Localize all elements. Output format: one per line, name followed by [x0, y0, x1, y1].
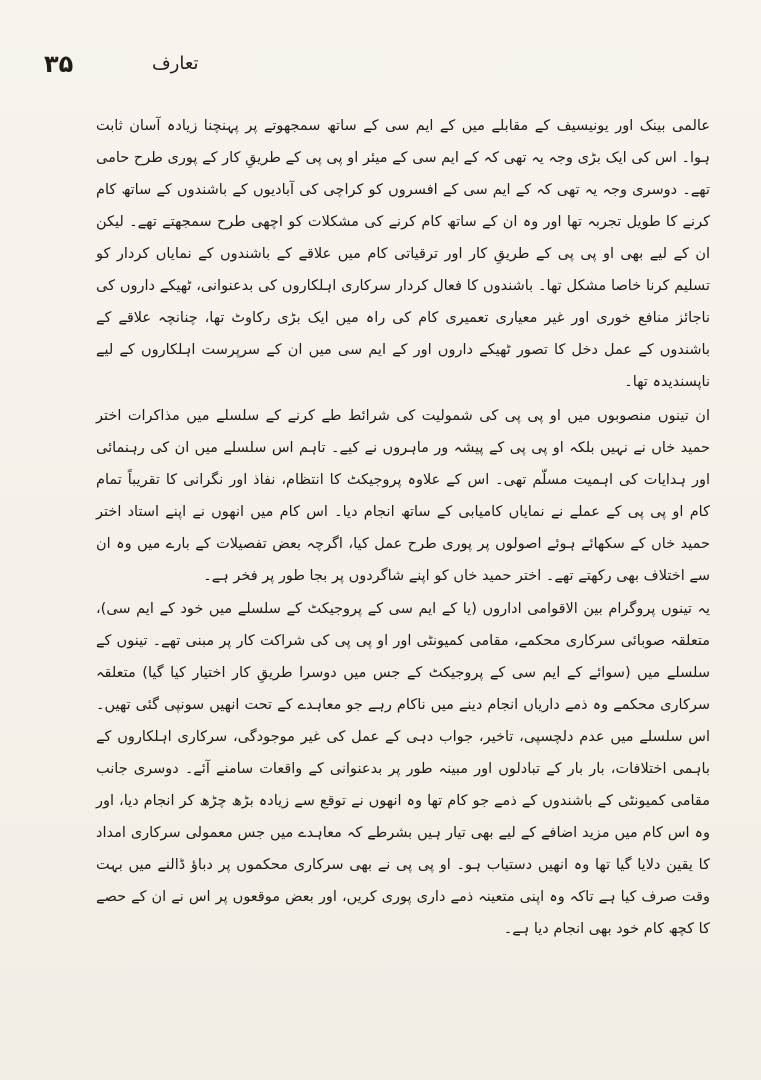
paragraph-2: ان تینوں منصوبوں میں او پی پی کی شمولیت کی شرائط طے کرنے کے سلسلے میں مذاکرات اختر حمید خاں نے نہیں بلکہ او پی پی کے پیشہ ور ماہروں نے کیے۔ تاہم اس سلسلے میں ان کی رہنمائی اور ہدایات کی اہمیت مسلّم تھی۔ اس کے علاوہ پروجیکٹ کا انتظام، نفاذ اور نگرانی کا تقریباً تمام کام او پی پی کے عملے نے نمایاں کامیابی کے ساتھ انجام دیا۔ اس کام میں انھوں نے اپنے استاد اختر حمید خاں کے سکھائے ہوئے اصولوں پر پوری طرح عمل کیا، اگرچہ بعض تفصیلات کے بارے میں وہ ان سے اختلاف بھی رکھتے تھے۔ اختر حمید خاں کو اپنے شاگردوں پر بجا طور پر فخر ہے۔	[96, 408, 710, 584]
main-text	[96, 110, 710, 946]
chapter-title: تعارف	[152, 53, 199, 74]
page-number: ۳۵	[44, 50, 74, 78]
paragraph-3: یہ تینوں پروگرام بین الاقوامی اداروں (یا کے ایم سی کے پروجیکٹ کے سلسلے میں خود کے ایم سی)، متعلقہ صوبائی سرکاری محکمے، مقامی کمیونٹی اور او پی پی کی شراکت کار پر مبنی تھے۔ تینوں کے سلسلے میں (سوائے کے ایم سی کے پروجیکٹ کے جس میں دوسرا طریقِ کار اختیار کیا گیا) متعلقہ سرکاری محکمے وہ ذمے داریاں انجام دینے میں ناکام رہے جو معاہدے کے تحت انھیں سونپی گئی تھیں۔ اس سلسلے میں عدم دلچسپی، تاخیر، جواب دہی کے عمل کی غیر موجودگی، سرکاری اہلکاروں کے باہمی اختلافات، بار بار کے تبادلوں اور مبینہ طور پر بدعنوانی کے واقعات سامنے آئے۔ دوسری جانب مقامی کمیونٹی کے باشندوں کے ذمے جو کام تھا وہ انھوں نے توقع سے زیادہ بڑھ چڑھ کر انجام دیا، اور وہ اس کام میں مزید اضافے کے لیے بھی تیار ہیں بشرطے کہ معاہدے میں جس معمولی سرکاری امداد کا یقین دلایا گیا تھا وہ انھیں دستیاب ہو۔ او پی پی نے بھی سرکاری محکموں پر دباؤ ڈالنے میں بہت وقت صرف کیا ہے تاکہ وہ اپنی متعینہ ذمے داری پوری کریں، اور بعض موقعوں پر اس نے ان کے حصے کا کچھ کام خود بھی انجام دیا ہے۔	[96, 601, 710, 937]
paragraph-1: عالمی بینک اور یونیسیف کے مقابلے میں کے ایم سی کے ساتھ سمجھوتے پر پہنچنا زیادہ آسان ثابت ہوا۔ اس کی ایک بڑی وجہ یہ تھی کہ کے ایم سی کے میئر او پی پی کے طریقِ کار کے پوری طرح حامی تھے۔ دوسری وجہ یہ تھی کہ کے ایم سی کے افسروں کو کراچی کی آبادیوں کے باشندوں کے ساتھ کام کرنے کا طویل تجربہ تھا اور وہ ان کے ساتھ کام کرنے کی مشکلات کو اچھی طرح سمجھتے تھے۔ لیکن ان کے لیے بھی او پی پی کے طریقِ کار اور ترقیاتی کام میں علاقے کے باشندوں کے نمایاں کردار کو تسلیم کرنا خاصا مشکل تھا۔ باشندوں کا فعال کردار سرکاری اہلکاروں کی بدعنوانی، ٹھیکے داروں کی ناجائز منافع خوری اور غیر معیاری تعمیری کام کی راہ میں ایک بڑی رکاوٹ تھا، چنانچہ علاقے کے باشندوں کے عمل دخل کا تصور ٹھیکے داروں اور کے ایم سی میں ان کے سرپرست اہلکاروں کے لیے ناپسندیدہ تھا۔	[96, 118, 710, 390]
page-header	[44, 50, 199, 80]
